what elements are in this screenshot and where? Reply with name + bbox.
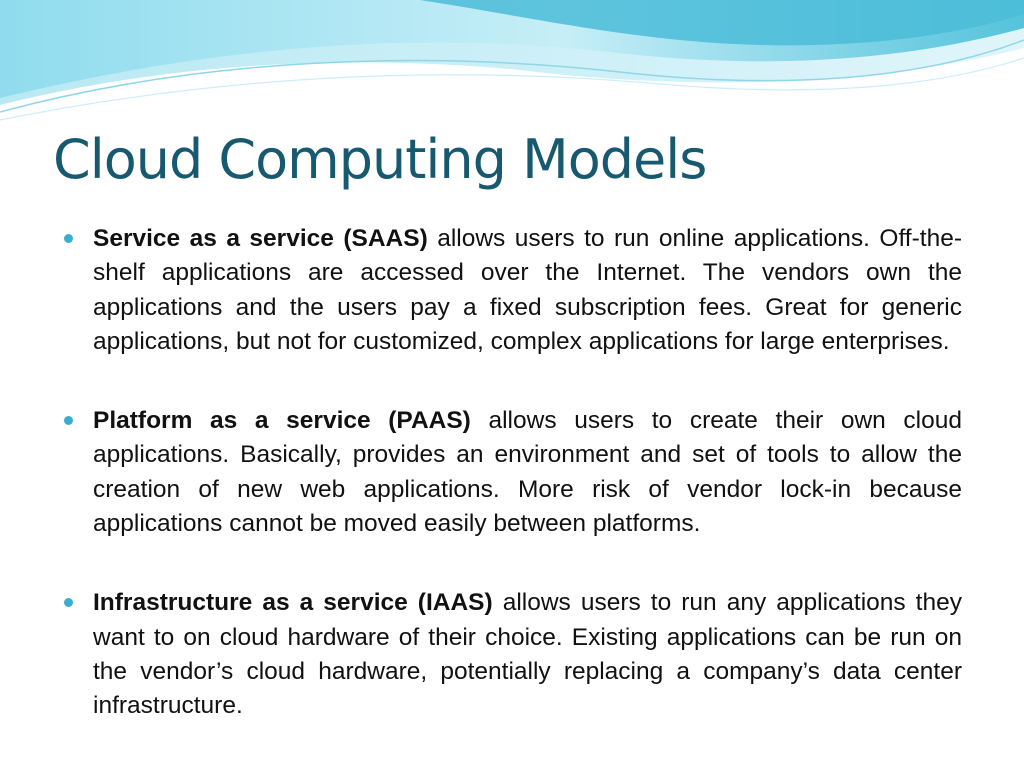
header-wave-decoration	[0, 0, 1024, 130]
bullet-term: Infrastructure as a service (IAAS)	[93, 589, 503, 617]
bullet-text: allows users to run online applications. Off-the-shelf applications are accessed over the Internet. The vendors own the applications and the users pay a fixed subscription fees. Great for generic applications, but not for customized, complex applications for large enterprises.	[93, 225, 962, 355]
bullet-text: allows users to run any applications they want to on cloud hardware of their choice. Existing applications can be run on the vendor’s cloud hardware, potentially replacing a company’s data center infrastructure.	[93, 589, 962, 720]
bullet-item-saas	[64, 222, 962, 359]
bullet-dot-icon	[64, 598, 73, 607]
bullet-text: allows users to create their own cloud applications. Basically, provides an environment and set of tools to allow the creation of new web applications. More risk of vendor lock-in because applications cannot be moved easily between platforms.	[93, 407, 962, 538]
bullet-dot-icon	[64, 416, 73, 425]
slide-title: Cloud Computing Models	[53, 128, 707, 191]
bullet-dot-icon	[64, 234, 73, 243]
bullet-term: Service as a service (SAAS)	[93, 225, 438, 252]
bullet-item-paas	[64, 404, 962, 541]
bullet-list	[64, 222, 962, 724]
bullet-term: Platform as a service (PAAS)	[93, 407, 489, 435]
bullet-item-iaas	[64, 586, 962, 723]
